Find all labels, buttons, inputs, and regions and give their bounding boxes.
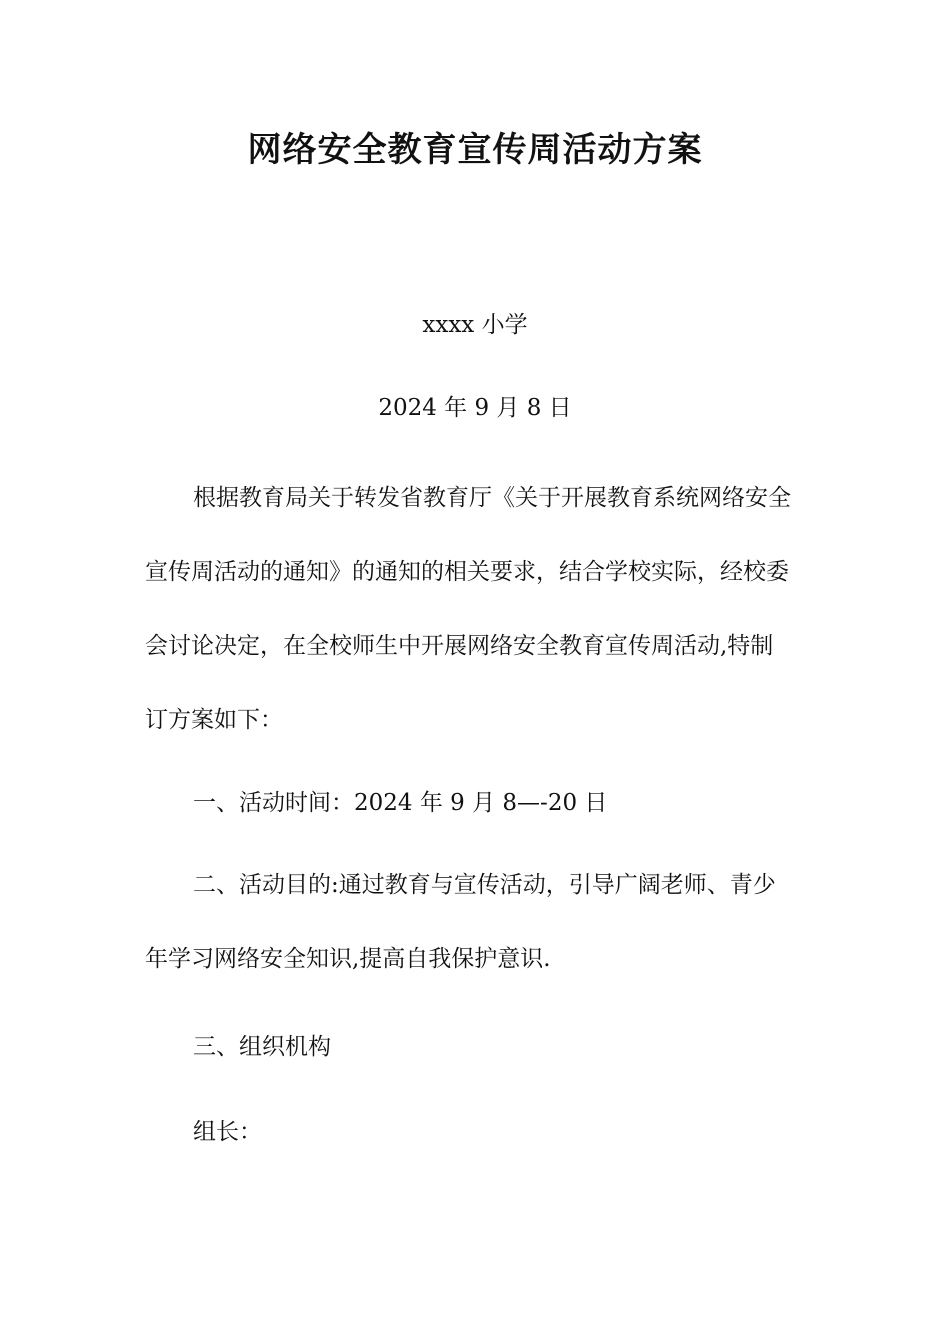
document-title: 网络安全教育宣传周活动方案	[247, 130, 703, 170]
school-name: xxxx 小学	[422, 312, 528, 338]
intro-paragraph: 根据教育局关于转发省教育厅《关于开展教育系统网络安全宣传周活动的通知》的通知的相关要求，结合学校实际，经校委会讨论决定，在全校师生中开展网络安全教育宣传周活动,特制订方案如下：	[145, 485, 791, 733]
leader-line: 组长：	[193, 1119, 262, 1145]
activity-purpose-section: 二、活动目的:通过教育与宣传活动，引导广阔老师、青少年学习网络安全知识,提高自我保护意识.	[145, 872, 776, 972]
activity-time-section: 一、活动时间：2024 年 9 月 8—-20 日	[193, 790, 608, 816]
organization-section: 三、组织机构	[193, 1034, 331, 1060]
document-date: 2024 年 9 月 8 日	[378, 395, 572, 421]
